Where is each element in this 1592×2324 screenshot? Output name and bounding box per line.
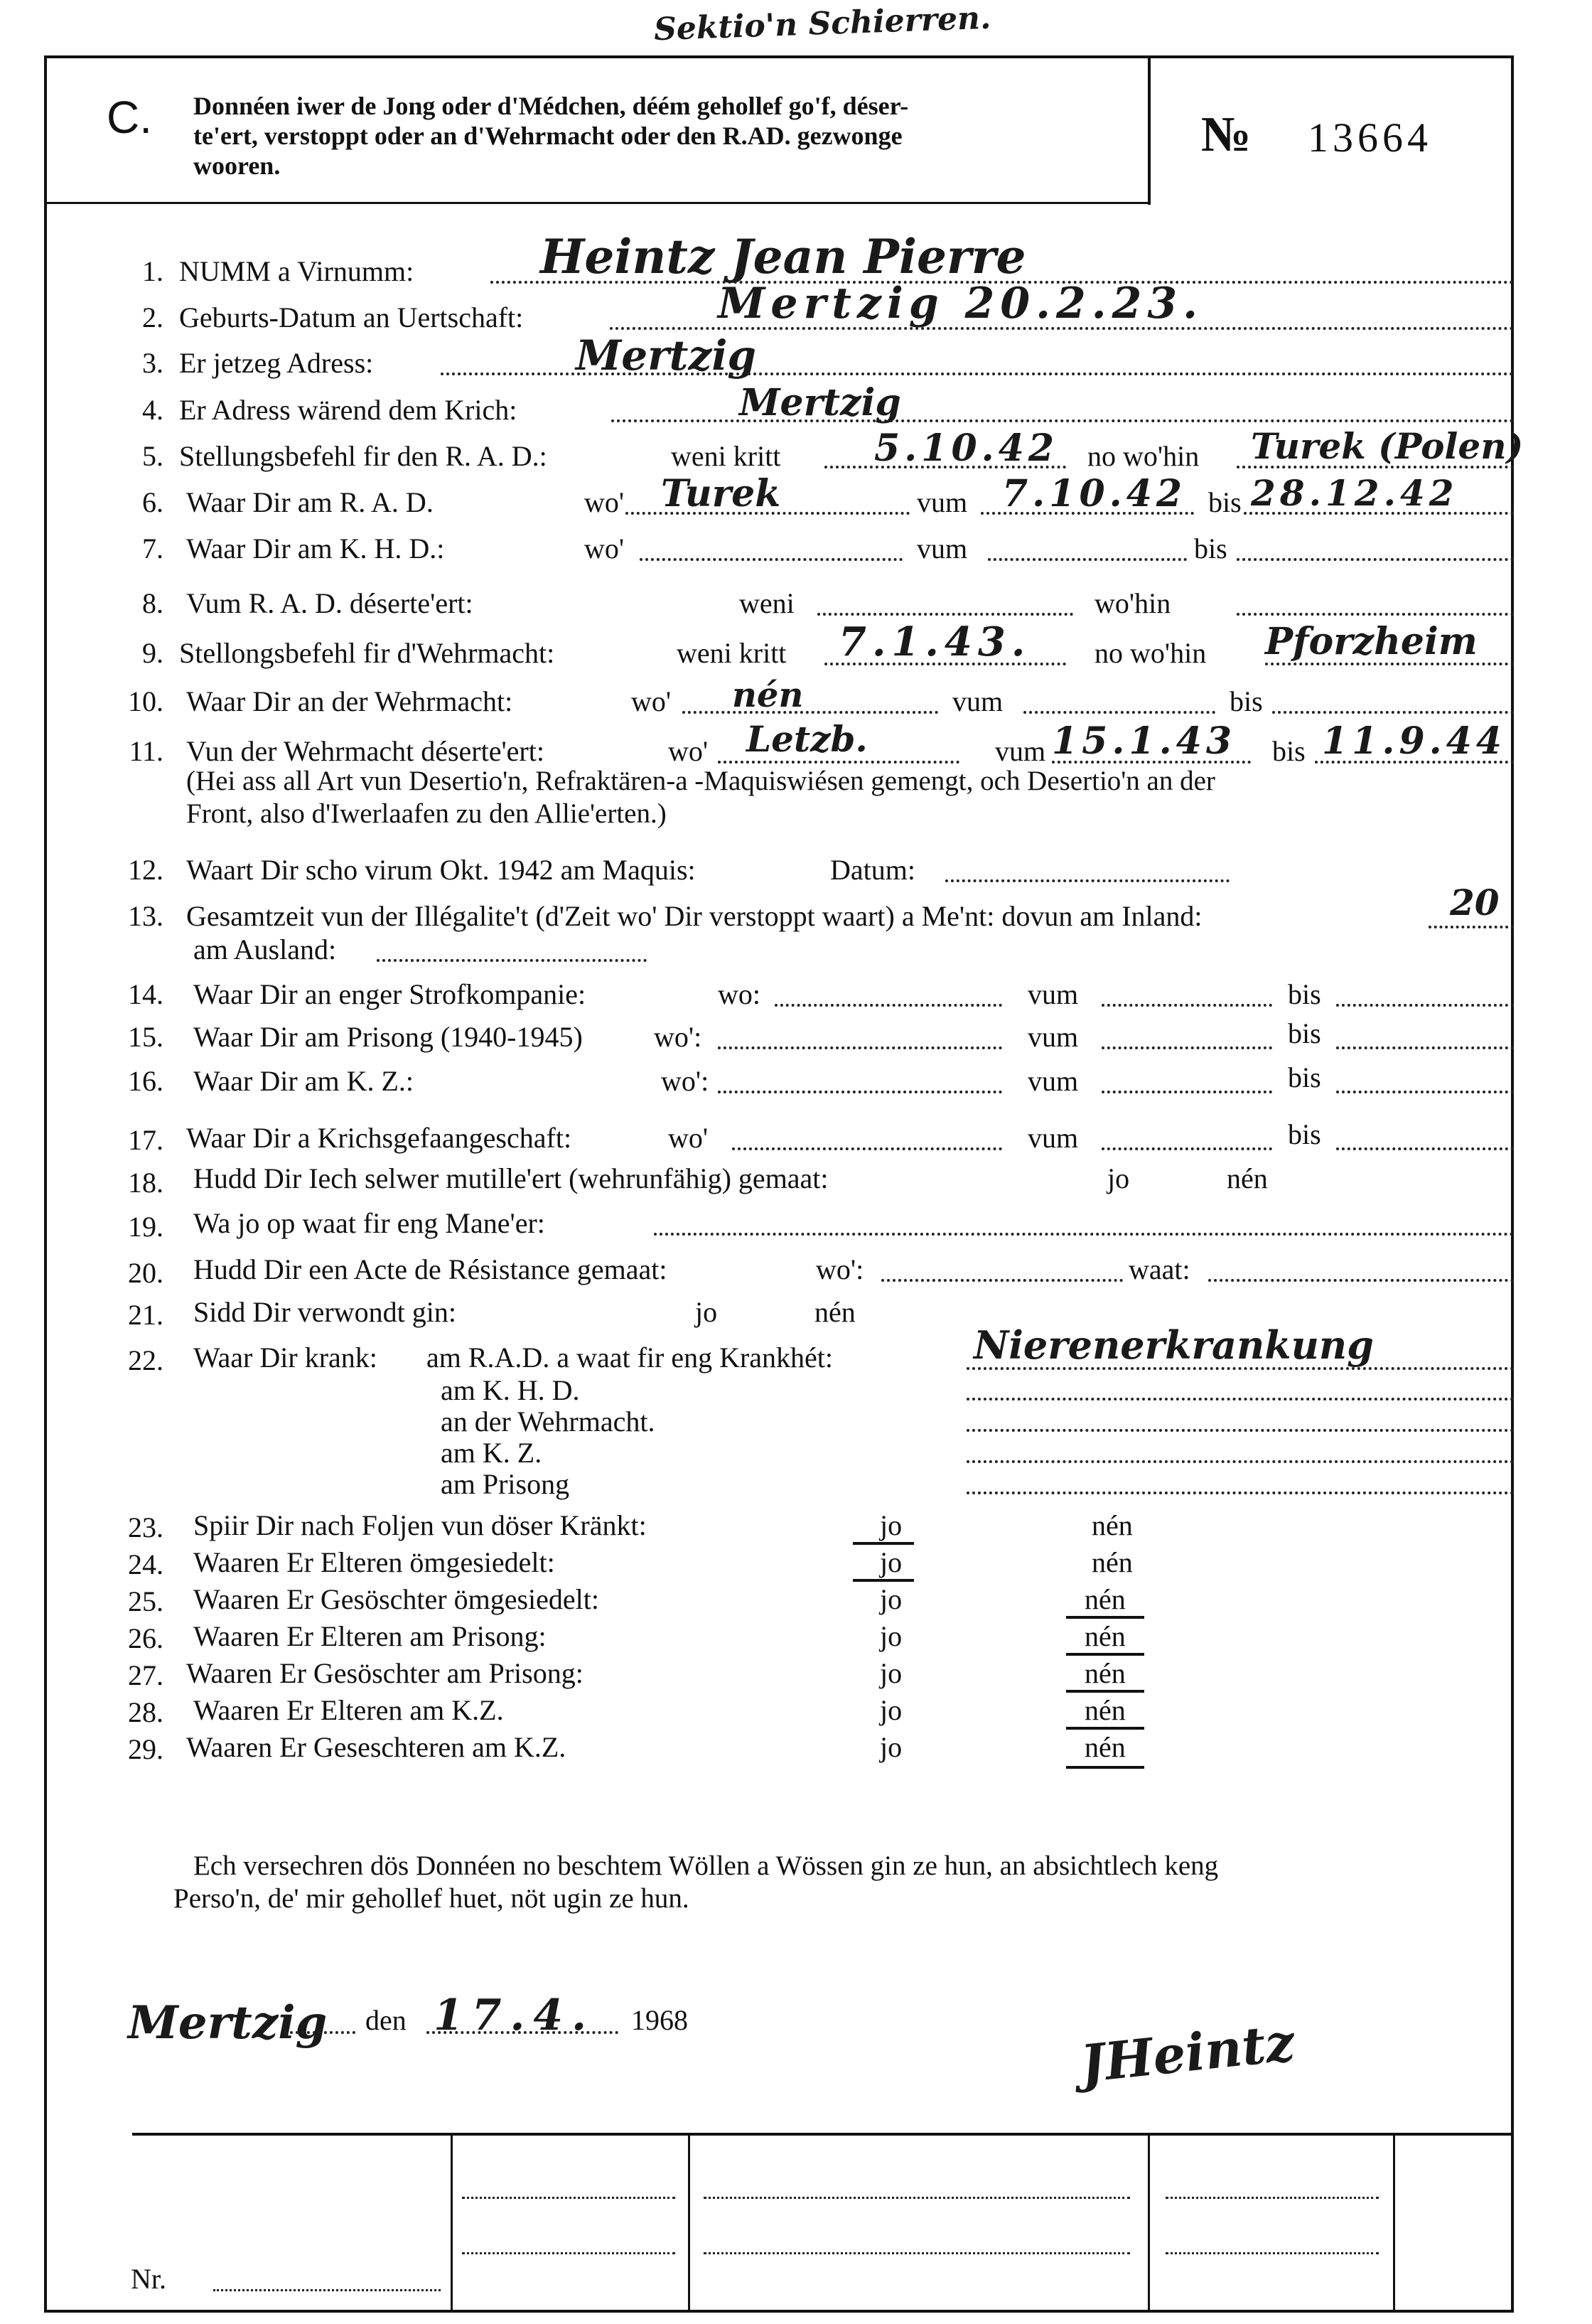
- field-label: am K. H. D.: [441, 1374, 580, 1406]
- footer-field-line: [462, 2197, 675, 2199]
- field-line: [1237, 558, 1514, 561]
- field-line: [1102, 1147, 1272, 1150]
- field-label: Waar Dir krank:: [193, 1342, 377, 1373]
- field-label: bis: [1288, 1118, 1321, 1150]
- field-label: Waar Dir am Prisong (1940-1945): [193, 1021, 583, 1053]
- field-label: Gesamtzeit vun der Illégalite't (d'Zeit wo' Dir verstoppt waart) a Me'nt: dovun am Inland:: [186, 900, 1203, 932]
- field-label: bis: [1230, 685, 1263, 717]
- field-line: [1272, 711, 1514, 714]
- row-number: 24.: [128, 1548, 163, 1580]
- field-line: [718, 1091, 1002, 1093]
- answer-underline: [1066, 1653, 1144, 1656]
- field-label: vum: [1028, 1122, 1079, 1154]
- desertion-place[interactable]: Letzb.: [746, 718, 868, 760]
- answer-underline: [1066, 1690, 1144, 1693]
- rad-order-place[interactable]: Turek (Polen): [1251, 425, 1524, 467]
- option-jo[interactable]: jo: [880, 1694, 903, 1726]
- field-label: vum: [1028, 978, 1079, 1010]
- row-number: 23.: [128, 1511, 163, 1543]
- wehrmacht-place[interactable]: nén: [732, 675, 804, 715]
- field-label: wo':: [654, 1021, 702, 1053]
- row-number: 13.: [128, 900, 163, 932]
- field-line: [1102, 1046, 1272, 1049]
- field-label: wo':: [661, 1065, 709, 1097]
- declaration-line1: Ech versechren dös Donnéen no beschtem Wöllen a Wössen gin ze hun, an absichtlech keng: [193, 1851, 1219, 1881]
- row-number: 10.: [128, 685, 163, 717]
- answer-underline: [1066, 1616, 1144, 1619]
- row-number: 29.: [128, 1733, 163, 1765]
- section-title-line3: wooren.: [193, 151, 281, 180]
- option-jo[interactable]: jo: [1107, 1162, 1130, 1194]
- field-label: Stellongsbefehl fir d'Wehrmacht:: [179, 637, 555, 669]
- row-number: 8.: [142, 587, 163, 619]
- row-number: 6.: [142, 486, 163, 518]
- field-label: Waar Dir am K. H. D.:: [186, 532, 445, 564]
- field-label: wo':: [816, 1253, 864, 1285]
- signing-year: 1968: [631, 2004, 688, 2036]
- field-line: [1336, 1046, 1514, 1049]
- row-number: 28.: [128, 1696, 163, 1728]
- inland-months[interactable]: 20: [1450, 882, 1500, 923]
- field-label: Waar Dir a Krichsgefaangeschaft:: [186, 1122, 572, 1154]
- footer-field-line: [1166, 2197, 1379, 2199]
- field-label: Er jetzeg Adress:: [179, 347, 374, 379]
- number-symbol: №: [1201, 107, 1252, 162]
- field-label: am K. Z.: [441, 1437, 542, 1469]
- note-line: Front, also d'Iwerlaafen zu den Allie'erten.): [186, 798, 667, 829]
- option-jo[interactable]: jo: [880, 1731, 903, 1763]
- footer-col: [451, 2133, 453, 2313]
- field-label: vum: [952, 685, 1004, 717]
- field-label: bis: [1208, 486, 1242, 518]
- row-number: 11.: [129, 735, 163, 767]
- field-label: vum: [917, 532, 968, 564]
- address-value[interactable]: Mertzig: [576, 331, 756, 380]
- field-label: wo:: [718, 978, 760, 1010]
- option-nen[interactable]: nén: [1085, 1583, 1126, 1615]
- field-line: [967, 1429, 1514, 1432]
- row-number: 5.: [142, 440, 163, 472]
- row-number: 12.: [128, 854, 163, 886]
- field-label: Waar Dir am K. Z.:: [193, 1065, 414, 1097]
- field-label: Waaren Er Elteren am Prisong:: [193, 1620, 547, 1652]
- footer-field-line: [213, 2289, 441, 2291]
- option-jo[interactable]: jo: [695, 1296, 718, 1328]
- field-label: NUMM a Virnumm:: [179, 255, 414, 287]
- row-number: 3.: [142, 347, 163, 379]
- rad-place[interactable]: Turek: [661, 472, 781, 515]
- field-label: Wa jo op waat fir eng Mane'er:: [193, 1207, 545, 1239]
- row-number: 25.: [128, 1585, 163, 1617]
- field-label: bis: [1288, 978, 1321, 1010]
- field-line: [1237, 613, 1514, 616]
- option-jo[interactable]: jo: [880, 1657, 903, 1689]
- field-label: Waaren Er Elteren am K.Z.: [193, 1694, 504, 1726]
- field-line: [988, 558, 1187, 561]
- field-label: weni: [739, 587, 795, 619]
- wehrmacht-order-place[interactable]: Pforzheim: [1265, 620, 1478, 663]
- row-number: 7.: [142, 532, 163, 564]
- note-line: (Hei ass all Art vun Desertio'n, Refraktären-a -Maquiswiésen gemengt, och Desertio'n an der: [186, 766, 1215, 796]
- section-title-line2: te'ert, verstoppt oder an d'Wehrmacht oder den R.AD. gezwonge: [193, 122, 903, 150]
- option-nen[interactable]: nén: [1085, 1657, 1126, 1689]
- footer-field-line: [704, 2252, 1130, 2254]
- field-label: Vum R. A. D. déserte'ert:: [186, 587, 473, 619]
- row-number: 20.: [128, 1257, 163, 1289]
- option-nen[interactable]: nén: [1092, 1509, 1133, 1541]
- form-number: 13664: [1308, 114, 1432, 161]
- field-label: bis: [1194, 532, 1227, 564]
- answer-underline: [853, 1579, 914, 1582]
- illness-value[interactable]: Nierenerkrankung: [974, 1322, 1374, 1368]
- row-number: 2.: [142, 301, 163, 333]
- field-label: no wo'hin: [1094, 637, 1207, 669]
- war-address-value[interactable]: Mertzig: [739, 381, 901, 424]
- signature: JHeintz: [1077, 2011, 1298, 2094]
- field-label: Hudd Dir Iech selwer mutille'ert (wehrunfähig) gemaat:: [193, 1162, 829, 1194]
- field-line: [775, 1004, 1002, 1007]
- field-label: wo': [584, 532, 625, 564]
- field-line: [967, 1398, 1514, 1401]
- footer-field-line: [462, 2252, 675, 2254]
- rad-to[interactable]: 28.12.42: [1251, 472, 1458, 514]
- field-label: waat:: [1129, 1253, 1190, 1285]
- footer-rule: [132, 2133, 1514, 2136]
- footer-field-line: [704, 2197, 1130, 2199]
- option-jo[interactable]: jo: [880, 1583, 903, 1615]
- field-line: [1429, 926, 1514, 928]
- field-label: Stellungsbefehl fir den R. A. D.:: [179, 440, 547, 472]
- field-line: [967, 1460, 1514, 1463]
- field-label: bis: [1288, 1061, 1321, 1093]
- option-nen[interactable]: nén: [1227, 1162, 1268, 1194]
- field-label: weni kritt: [677, 637, 787, 669]
- field-line: [1102, 1091, 1272, 1093]
- row-number: 1.: [142, 255, 163, 287]
- field-line: [718, 1046, 1002, 1049]
- row-number: 9.: [142, 637, 163, 669]
- option-jo[interactable]: jo: [880, 1620, 903, 1652]
- field-line: [284, 2031, 355, 2034]
- field-label: Waar Dir an der Wehrmacht:: [186, 685, 513, 717]
- field-label: bis: [1288, 1017, 1321, 1049]
- header-divider: [1148, 55, 1151, 205]
- field-label: wo': [584, 486, 625, 518]
- option-jo[interactable]: jo: [880, 1509, 903, 1541]
- field-line: [1208, 1279, 1514, 1282]
- field-label: den: [365, 2004, 407, 2036]
- name-value[interactable]: Heintz Jean Pierre: [540, 229, 1026, 284]
- option-nen[interactable]: nén: [1085, 1694, 1126, 1726]
- answer-underline: [1066, 1727, 1144, 1730]
- field-line: [1336, 1147, 1514, 1150]
- option-nen[interactable]: nén: [1085, 1620, 1126, 1652]
- field-label: wo'hin: [1094, 587, 1171, 619]
- field-label: Waaren Er Elteren ömgesiedelt:: [193, 1546, 555, 1578]
- desertion-to[interactable]: 11.9.44: [1322, 719, 1507, 763]
- field-line: [1336, 1004, 1514, 1007]
- rad-from[interactable]: 7.10.42: [1002, 472, 1187, 515]
- row-number: 18.: [128, 1167, 163, 1199]
- field-line: [817, 613, 1073, 616]
- field-line: [718, 761, 959, 764]
- field-label: Geburts-Datum an Uertschaft:: [179, 301, 524, 333]
- option-nen[interactable]: nén: [814, 1296, 856, 1328]
- option-nen[interactable]: nén: [1092, 1546, 1133, 1578]
- field-label: no wo'hin: [1087, 440, 1200, 472]
- field-label: Sidd Dir verwondt gin:: [193, 1296, 456, 1328]
- field-label: wo': [668, 1122, 709, 1154]
- section-title-line1: Donnéen iwer de Jong oder d'Médchen, déém gehollef go'f, déser-: [193, 92, 909, 120]
- field-label: Waaren Er Geseschteren am K.Z.: [186, 1731, 566, 1763]
- field-label: an der Wehrmacht.: [441, 1405, 655, 1437]
- field-line: [945, 879, 1230, 882]
- row-number: 4.: [142, 394, 163, 426]
- option-jo[interactable]: jo: [880, 1546, 903, 1578]
- field-line: [1023, 711, 1215, 714]
- field-label: weni kritt: [671, 440, 781, 472]
- field-label: wo': [668, 735, 709, 767]
- signing-date[interactable]: 17.4.: [434, 1991, 596, 2040]
- field-label: Waaren Er Gesöschter am Prisong:: [186, 1657, 583, 1689]
- signing-place[interactable]: Mertzig: [128, 1996, 328, 2050]
- field-line: [654, 1233, 1514, 1236]
- field-line: [1336, 1091, 1514, 1093]
- field-line: [682, 711, 938, 714]
- field-line: [640, 558, 903, 561]
- footer-col: [688, 2133, 690, 2313]
- row-number: 14.: [128, 978, 163, 1010]
- field-line: [1102, 1004, 1272, 1007]
- field-line: [967, 1492, 1514, 1494]
- row-number: 19.: [128, 1211, 163, 1243]
- field-label: wo': [631, 685, 672, 717]
- header-rule: [44, 202, 1150, 204]
- field-label: Er Adress wärend dem Krich:: [179, 394, 517, 426]
- field-label: am Ausland:: [193, 933, 337, 965]
- footer-col: [1148, 2133, 1150, 2313]
- field-line: [881, 1279, 1123, 1282]
- row-number: 21.: [128, 1299, 163, 1331]
- row-number: 27.: [128, 1659, 163, 1691]
- desertion-from[interactable]: 15.1.43: [1052, 719, 1237, 763]
- footer-nr-label: Nr.: [131, 2263, 166, 2295]
- field-label: Datum:: [830, 854, 915, 886]
- option-nen[interactable]: nén: [1085, 1731, 1126, 1763]
- field-label: bis: [1272, 735, 1306, 767]
- row-number: 22.: [128, 1344, 163, 1376]
- footer-col: [1393, 2133, 1395, 2313]
- field-label: am Prisong: [441, 1468, 570, 1500]
- field-label: vum: [995, 735, 1046, 767]
- row-number: 26.: [128, 1622, 163, 1654]
- row-number: 17.: [128, 1124, 163, 1156]
- field-label: vum: [917, 486, 968, 518]
- field-label: Waar Dir an enger Strofkompanie:: [193, 978, 586, 1010]
- section-note: Sektio'n Schierren.: [653, 0, 992, 48]
- section-letter: C.: [107, 92, 152, 143]
- field-label: Waar Dir am R. A. D.: [186, 486, 434, 518]
- field-label: Vun der Wehrmacht déserte'ert:: [186, 735, 544, 767]
- declaration-line2: Perso'n, de' mir gehollef huet, nöt ugin ze hun.: [173, 1883, 689, 1914]
- birth-value[interactable]: Mertzig 20.2.23.: [718, 279, 1204, 328]
- rad-order-date[interactable]: 5.10.42: [874, 427, 1059, 470]
- field-label: am R.A.D. a waat fir eng Krankhét:: [426, 1342, 834, 1373]
- answer-underline: [1066, 1766, 1144, 1769]
- field-label: vum: [1028, 1021, 1079, 1053]
- answer-underline: [853, 1542, 914, 1545]
- field-label: vum: [1028, 1065, 1079, 1097]
- field-line: [732, 1147, 1002, 1150]
- field-line: [377, 959, 647, 962]
- row-number: 15.: [128, 1021, 163, 1053]
- field-label: Waaren Er Gesöschter ömgesiedelt:: [193, 1583, 599, 1615]
- row-number: 16.: [128, 1065, 163, 1097]
- field-label: Waart Dir scho virum Okt. 1942 am Maquis:: [186, 854, 696, 886]
- footer-field-line: [1166, 2252, 1379, 2254]
- field-label: Hudd Dir een Acte de Résistance gemaat:: [193, 1253, 667, 1285]
- wehrmacht-order-date[interactable]: 7.1.43.: [839, 619, 1031, 665]
- field-label: Spiir Dir nach Foljen vun döser Kränkt:: [193, 1509, 647, 1541]
